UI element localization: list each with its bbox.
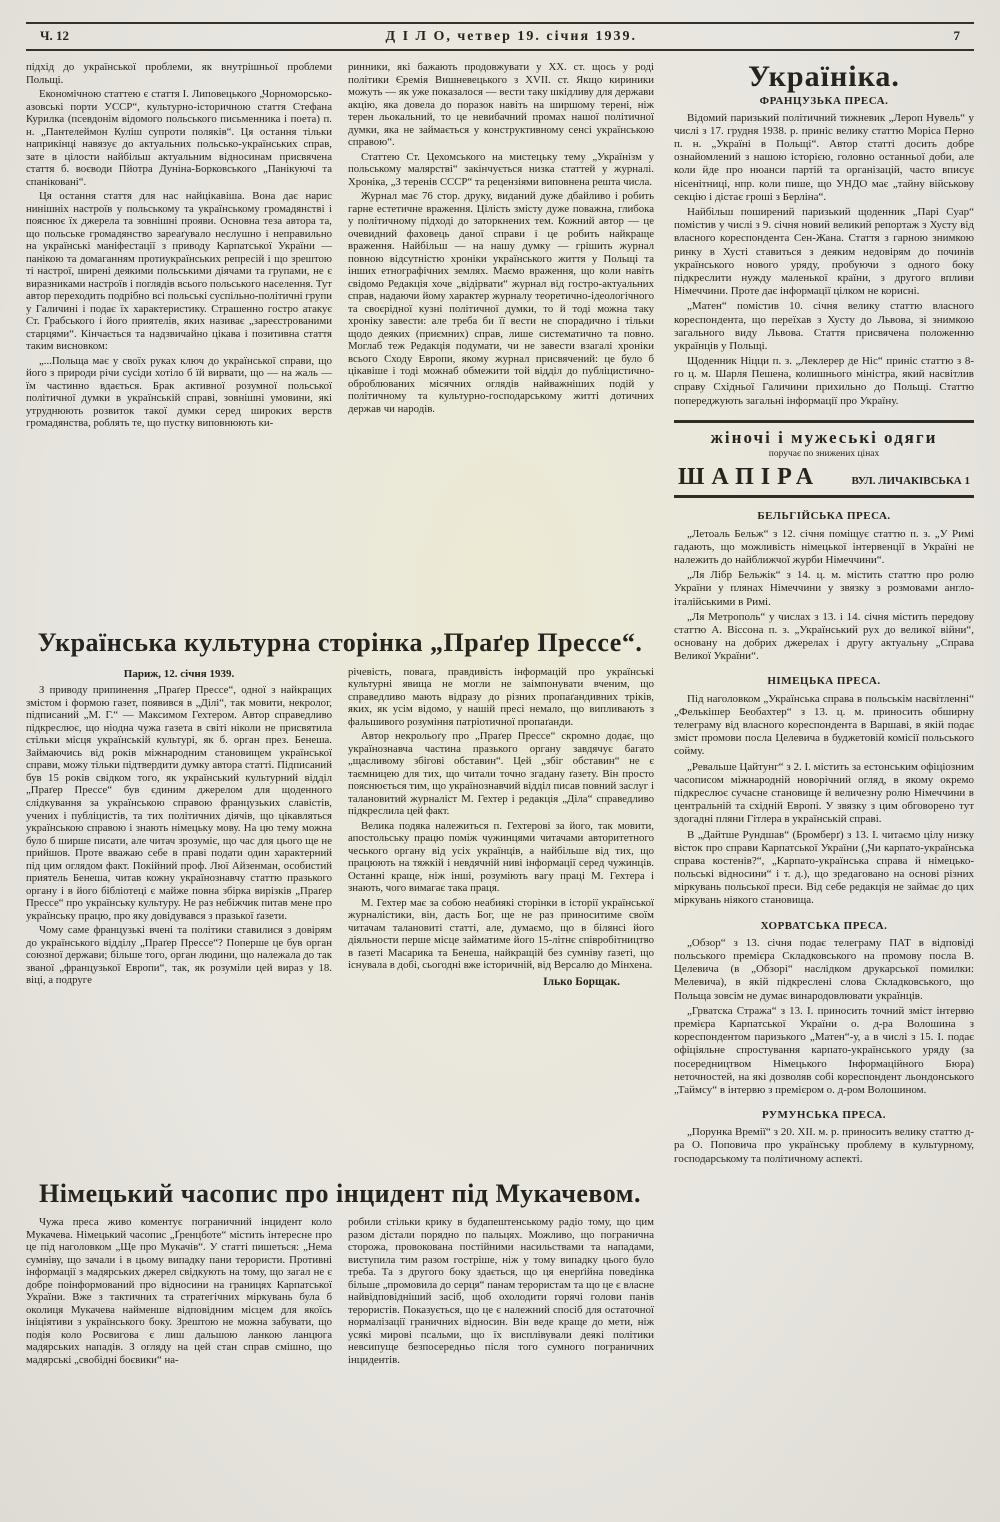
advert-address: ВУЛ. ЛИЧАКІВСЬКА 1 [851,474,970,487]
paragraph: підхід до української проблеми, як внутрішньої проблеми Польщі. [26,61,332,86]
author-signature: Ілько Борщак. [543,975,620,988]
paragraph: „Ля Метрополь“ у числах з 13. і 14. січня містить передову статтю А. Віссона п. з. „Український рух до великої війни“, основану на добрих джерелах і другу актуальну „Справа Великої України“. [674,610,974,663]
paragraph: Чому саме французькі вчені та політики ставилися з довірям до українського відділу „Праґер Прессе“? Поперше це був орган союзної держави; більше того, орган людини, що належала до так званої „французької Европи“, так, як розуміли цей вираз у 18. віці, а подруге [26,924,332,987]
paragraph: Статтею Ст. Цехомського на мистецьку тему „Українізм у польському малярстві“ закінчується низка статтей у журналі. Хроніка, „З теренів СССР“ та рецензіями виповнена решта числа. [348,150,654,188]
advert-shapira [674,420,974,499]
masthead: Д І Л О, четвер 19. січня 1939. [385,29,638,44]
advert-subline: поручає по знижених цінах [768,449,880,460]
advert-brand: ШАПІРА [678,463,821,490]
paragraph: Автор некрольоґу про „Праґер Прессе“ скромно додає, що українознавча частина празького органу завдячує багато „щасливому збігові обставин“. Цей „збіг обставин“ не є таємницею для тих, що читали точно згадану ґазету. Він просто пояснюється тим, що українознавчий відділ писав повний заслуг і талановитий журналіст М. Гехтер і редакція „Діла“ справедливо підкреслила цей факт. [348,730,654,818]
paragraph: М. Гехтер має за собою неабиякі сторінки в історії української журналістики, він, дасть Бог, ще не раз приноситиме своїм читачам талановиті статті, але, думаємо, що в білянсі його діяльности перше місце займатиме його 15-літнє співробітництво в ґазеті Масарика та Бенеша, найкращій без сумніву ґазеті, що існувала в добі, сьогодні вже історичній, від Версалю до Мінхена. [348,896,654,972]
paragraph: Під наголовком „Українська справа в польськім насвітленні“ „Фелькішер Беобахтер“ з 13. ц. м. приносить обширну телеграму від власного кореспондента в Варшаві, в якій подає зміст промови посла Целевича в буджетовій комісії польського сойму. [674,692,974,758]
paragraph: робили стільки крику в будапештенському радіо тому, що цим разом дістали порядно по пальцях. Можливо, що погранична сторожа, провокована постійними насильствами та нападами, виступила тим разом гостріше, ніж у тому випадку цього було треба. Та з другого боку здається, що ця енерґійна поведінка більше „промовила до серця“ панам терористам та що це є власне найвідповідніший засіб, щоб охолодити горячі голови панів терористів. Показується, що це є належний спосіб для остаточної нормалізації граничних відносин. Він веде краще до мети, ніж усякі мирові псальми, що їх висплівували деякі політики невсипуще безпосередньо після того сумного пограничних інцидентів. [348,1216,654,1366]
incident-column-1 [26,1216,332,1368]
romanian-press-text [674,1126,974,1166]
culture-section [26,666,654,1164]
romanian-press-heading: РУМУНСЬКА ПРЕСА. [761,1109,887,1122]
belgian-press-heading: БЕЛЬГІЙСЬКА ПРЕСА. [757,510,891,523]
ukrainika-title: Україніка. [748,60,900,93]
paragraph: „Порунка Времії“ з 20. XII. м. р. приносить велику статтю д-ра О. Поповича про українську проблему в культурному, господарському та політичному аспекті. [674,1126,974,1165]
culture-column-2 [348,666,654,1164]
german-press-heading: НІМЕЦЬКА ПРЕСА. [767,675,881,688]
paragraph: „Ля Лібр Бельжік“ з 14. ц. м. містить статтю про ролю України у плянах Німеччини у звязку з розмовами англо-італійськими в Римі. [674,569,974,608]
left-area [26,61,654,1368]
croatian-press-text [674,937,974,1097]
issue-number: Ч. 12 [40,28,70,43]
page-body [26,61,974,1368]
french-press-text [674,112,974,408]
paragraph: „Обзор“ з 13. січня подає телеграму ПАТ в відповіді польського премієра Складковського на промову посла В. Целевича (в „Обзорі“ наслідком друкарської помилки: Мелевича), в якій підкреслені слова Складковського, що Польща зовсім не думає винародовлювати українців. [674,936,974,1002]
paragraph: „Грватска Стража“ з 13. І. приносить точний зміст інтервю премієра Карпатської України о. д-ра Волошина з кореспондентом паризького „Матен“-у, а в числі з 15. І. подає офіціяльне спростування карпато-українського уряду (за посередництвом Німецького Інформаційного Бюра) неточностей, на які дозволяв собі кореспондент льондонського „Таймсу“ в інтервю з премієром о. д-ром Волошином. [674,1004,974,1096]
paragraph: Велика подяка належиться п. Гехтерові за його, так мовити, апостольську працю поміж чужинцями читачами авторитетного чеського органу від усіх українців, а найбільше від тих, що працюють на тяжкій і невдячній ниві інформації серед чужинців. Останні краще, ніж інші, розуміють вагу праці М. Гехтера і знають, чого вимагає така праця. [348,819,654,895]
top-column-1 [26,61,332,613]
advert-row [676,463,972,492]
incident-section [26,1216,654,1368]
culture-column-1 [26,666,332,1164]
paragraph: З приводу припинення „Праґер Прессе“, одної з найкращих змістом і формою газет, появився в „Ділі“, так мовити, некролог, підписаний „М. Г.“ — Максимом Гехтером. Автор справедливо підкреслює, що ніодна чужа газета в світі ніколи не присвятила стільки місця українській культурі, як б. орган през. Бенеша. Займаючись від років міжнародним становищем української справи, можу тільки підтвердити думку автора статті. Підписаний був 15 років свідком того, як український культурний відділ „Праґер Прессе“ був єдиним джерелом для щоденного слідкування за українською справою французьких славістів, учених і публіцистів, та тих політичних діячів, що цікавляться українською справою і знають німецьку мову. На цю тему можна було б ширше писати, але читач зрозуміє, що час для цього ще не прийшов. Проте вважаю себе в праві подати один характерний під цим оглядом факт. Покійний проф. Люї Айзенман, особистий приятель Бенеша, читав кожну українознавчу статтю празького органу і в його бібліотеці є майже повна збірка вирізків „Праґер Прессе“ про українську культуру. Не раз небіжчик питав мене про українську працю, про яку довідувався з празької ґазети. [26,684,332,922]
culture-column-1-text [26,684,332,986]
incident-section-headline: Німецький часопис про інцидент під Мукачевом. [38,1178,641,1208]
german-press-text [674,693,974,908]
paragraph: Журнал має 76 стор. друку, виданий дуже дбайливо і робить гарне естетичне враження. Цілість змісту дуже поважна, глибока у політичному підході до заторкнених тем. Кожний автор — це очевидний фаховець даної справи і це робить найкраще враження. Найбільш — на нашу думку — грішить журнал повною відсутністю хроніки українського життя у Польщі та інших етнографічних землях. Маємо враження, що коли навіть свідомо Редакція хоче „відірвати“ журнал від гостро-актуальних справ, надаючи йому характер журналу теоретично-ідеологічного та своєрідної кузні політичної думки, то й тоді можна таку хроніку завести: але треба би її вести не спорадично і тільки щодо деяких (приємних) справ, лише систематично та повно. Моглаб теж Редакція подумати, чи не завести взагалі хроніки всього Сходу Европи, якому журнал присвячений: це було б цікавіше і тоді можнаб обмежити той відділ до публіцистично-оброблюваних місячних оглядів найважніших подій у політичному та культурно-господарському житті дотичних держав чи народів. [348,190,654,415]
paragraph: „...Польща має у своїх руках ключ до української справи, що його з природи річи сусіди хотіло б їй вирвати, що — на жаль — їм частинно вдається. Брак активної розумної польської політичної думки в українській справі, зовнішні умовини, які утруднюють розвиток такої думки серед широких верств громадянства, роблять те, що пустку виповнюють ки- [26,354,332,430]
paragraph: „Ревальше Цайтунг“ з 2. І. містить за естонським офіціозним часописом міжнародній новорічний огляд, в якому окремо підкреслює сучасне становище й величезну ролю Німеччини в центральній та східній Европі. У звязку з цим обговорено тут здогадні пляни Гітлера в українській справі. [674,760,974,826]
culture-column-2-text [348,666,654,972]
incident-column-2 [348,1216,654,1368]
belgian-press-text [674,528,974,664]
paragraph: Відомий паризький політичний тижневик „Лероп Нувель“ у числі з 17. грудня 1938. р. приніс велику статтю Моріса Перно п. н. „Україні в Польщі“. Автор статті досить добре ознайомлений з нашою історією, головно останньої доби, але коли йде про нюанси партій та організацій, часто вписує нісенітниці, нпр. коли пише, що УНДО має „тайну військову секцію і дістає гроші з Берліна“. [674,111,974,203]
ukrainika-column [674,61,974,1368]
top-section [26,61,654,613]
paragraph: річевість, повага, правдивість інформацій про українські культурні явища не могли не заімпонувати вченим, що справедливо мають відразу до різних пропаґандивних тріків, яких, як усім відомо, у нашій пресі немало, що випливають з фальшивого розуміння патріотичної пропаґанди. [348,665,654,728]
top-column-2 [348,61,654,613]
french-press-heading: ФРАНЦУЗЬКА ПРЕСА. [759,94,889,107]
page-header [26,22,974,51]
culture-section-headline: Українська культурна сторінка „Праґер Прессе“. [37,628,643,657]
paragraph: В „Дайтше Рундшав“ (Бромберґ) з 13. І. читаємо цілу низку вісток про справи Карпатської України („Чи карпато-українська справа костенів?“, „Карпато-українська справа й німецько-польські відносини“ і т. д.), що зредаговано на основі різних міркувань польської преси. Від себе редакція не займає до цих міркувань ніякого становища. [674,828,974,907]
paragraph: ринники, які бажають продовжувати у XX. ст. щось у роді політики Єремія Вишневецького з XVII. ст. Якщо кириники можуть — як уже показалося — вести таку шкідливу для держави акцію, яка довела до поразок навіть на ширшому терені, ніж терен льокальний, то це невибачний промах нашої політичної думки, яка не займається у конструктивному сенсі українською справою“. [348,61,654,149]
advert-headline: жіночі і мужеські одяги [710,427,938,447]
paragraph: Найбільш поширений паризький щоденник „Парі Суар“ помістив у числі з 9. січня новий великий репортаж з Хусту від власного кореспондента Сен-Жана. Стаття з гарною знимкою ринку в Хусті ставиться з деяким недовірям до починів українського нового уряду, пробуючи з одного боку підкреслити нужду маленької країни, з другого впливи Німеччини. Проте дає інформації цілком не корисні. [674,206,974,298]
paragraph: Економічною статтею є стаття І. Липовецького „Чорноморсько-азовські порти УССР“, культурно-історичною стаття Стефана Курилка (псевдонім відомого польського письменника і поета) п. н. „Пантелеймон Куліш супроти поляків“. Ця остання тільки наприкінці навязує до актуальних польсько-українських справ, зате в цілости найбільш актуальним відносинам присвячена стаття б. воєводи Пйотра Дуніна-Борковського „Панікуючі та спаніковані“. [26,88,332,188]
paragraph: Ця остання стаття для нас найцікавіша. Вона дає нарис нинішніх настроїв у польському та українському громадянстві і пояснює їх джерела та зовнішні прояви. Основна теза автора та, що польське громадянство зареаґувало неслушно і неправильно на українські маніфестації з приводу Карпатської України — панікою та домаганням протиукраїнських репресій і що зрештою ті настрої, ширені деякими польськими діячами та групами, не є виразниками настроїв і поглядів всього польського населення. Тут автор переходить подрібно всі польські суспільно-політичні групи у Галичині і подає їх характеристику. Страшенно гостро атакує Ст. Грабського і його приятелів, яких називає „зареєстрованими старцями“. Кінчається та надзвичайно цікава і позитивна стаття таким висновком: [26,190,332,353]
croatian-press-heading: ХОРВАТСЬКА ПРЕСА. [760,919,888,932]
paragraph: „Матен“ помістив 10. січня велику статтю власного кореспондента, що переїхав з Хусту до Львова, зі знимкою загального виду Львова. Стаття присвячена положенню українців у Польщі. [674,300,974,352]
page-number: 7 [953,28,960,43]
paragraph: Щоденник Ніцци п. з. „Леклерер де Ніс“ приніс статтю з 8-го ц. м. Шарля Пешена, колишнього міністра, який насвітлив справу Східньої Галичини прихильно до Польщі. Статтю попереджують загальні інформації про Україну. [674,355,974,407]
paragraph: „Летоаль Бельж“ з 12. січня поміщує статтю п. з. „У Римі гадають, що можливість німецької інтервенції в Україні не належить до найближчої журби Німеччини“. [674,527,974,566]
paragraph: Чужа преса живо коментує пограничний інцидент коло Мукачева. Німецький часопис „Ґренцботе“ містить інтересне про це під наголовком „Ще про Мукачів“. У статті пишеться: „Нема сумніву, що зачали і в цьому випадку пани терористи. Противні інформації з мадярських джерел свідкують на тому, що загал не є добре поінформований про відносини на границях Карпатської України. Вже з тактичних та стратегічних міркувань була б околиця Мукачева найменше відповідним місцем для якоїсь ініціятиви з українського боку. Зрештою не можна забувати, що подія коло Росвигова є лиш дальшою ланкою ланцюга мадярських нападів. З огляду на цей стан справ смішно, що мадярські „свобідні боєвики“ на- [26,1216,332,1366]
dateline: Париж, 12. січня 1939. [123,667,235,680]
